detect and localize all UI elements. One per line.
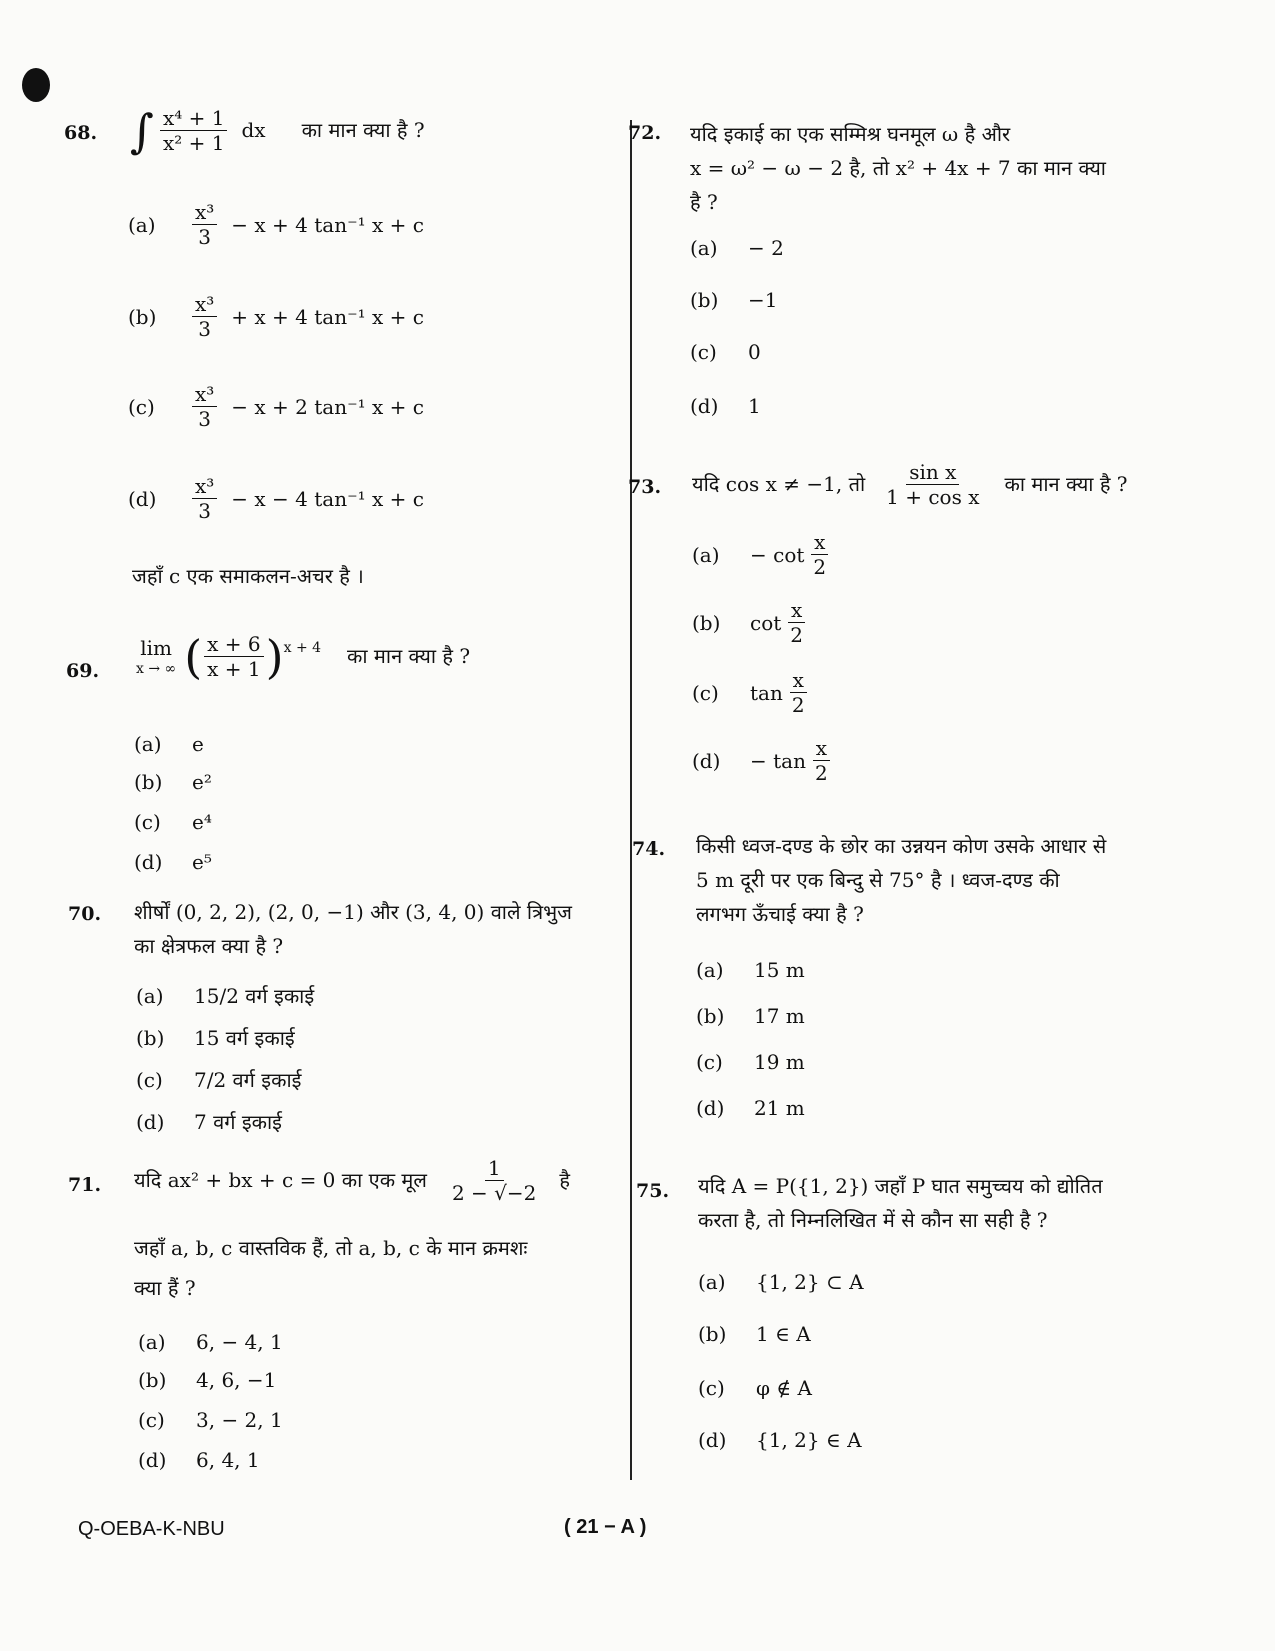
question-75-line1: यदि A = P({1, 2}) जहाँ P घात समुच्चय को द्योतित [698, 1174, 1103, 1198]
question-number-68: 68. [64, 122, 98, 144]
question-72-line2: x = ω² − ω − 2 है, तो x² + 4x + 7 का मान क्या [690, 156, 1106, 180]
integral-symbol: ∫ [130, 103, 154, 158]
paper-code: Q-OEBA-K-NBU [78, 1518, 225, 1540]
question-70-line1: शीर्षों (0, 2, 2), (2, 0, −1) और (3, 4, 0) वाले त्रिभुज [134, 900, 573, 924]
dx-text: dx [241, 118, 266, 142]
option-70-b[interactable]: (b) 15 वर्ग इकाई [136, 1025, 295, 1050]
question-71-stem: यदि ax² + bx + c = 0 का एक मूल $\frac{1}{2 - √-2}$ है [134, 1156, 571, 1205]
root-fraction: $\frac{1}{2 - √-2}$ [451, 1156, 537, 1205]
limit-numerator: x + 6 [204, 632, 263, 657]
option-69-d[interactable]: (d) e⁵ [134, 850, 212, 874]
question-71-line2: जहाँ a, b, c वास्तविक हैं, तो a, b, c के मान क्रमशः [134, 1236, 528, 1260]
option-69-b[interactable]: (b) e² [134, 770, 212, 794]
integrand-fraction [160, 106, 228, 155]
question-73-prefix: यदि cos x ≠ −1, तो [692, 472, 866, 496]
option-73-d[interactable]: (d) − tan $\frac{x}{2}$ [692, 736, 837, 785]
question-71-prefix: यदि ax² + bx + c = 0 का एक मूल [134, 1168, 427, 1192]
question-75-line2: करता है, तो निम्नलिखित में से कौन सा सही है ? [698, 1208, 1048, 1232]
option-74-b[interactable]: (b) 17 m [696, 1004, 805, 1028]
option-68-d[interactable]: (d) $\frac{\text{x³}}{3}$ − x − 4 tan⁻¹ x + c [128, 474, 424, 523]
question-74-line3: लगभग ऊँचाई क्या है ? [696, 902, 864, 926]
question-74-line1: किसी ध्वज-दण्ड के छोर का उन्नयन कोण उसके आधार से [696, 834, 1107, 858]
option-75-d[interactable]: (d) {1, 2} ∈ A [698, 1428, 862, 1452]
option-72-d[interactable]: (d) 1 [690, 394, 761, 418]
question-71-line3: क्या हैं ? [134, 1276, 196, 1300]
question-number-73: 73. [628, 476, 662, 498]
option-69-a[interactable]: (a) e [134, 732, 204, 756]
option-68-a[interactable]: (a) $\frac{\text{x³}}{3}$ − x + 4 tan⁻¹ x + c [128, 200, 424, 249]
option-71-d[interactable]: (d) 6, 4, 1 [138, 1448, 260, 1472]
limit-expression: lim x → ∞ [136, 635, 177, 677]
question-number-70: 70. [68, 903, 102, 925]
option-71-a[interactable]: (a) 6, − 4, 1 [138, 1330, 283, 1354]
question-68-suffix: का मान क्या है ? [301, 118, 425, 142]
option-71-b[interactable]: (b) 4, 6, −1 [138, 1368, 277, 1392]
option-68-c[interactable]: (c) $\frac{\text{x³}}{3}$ − x + 2 tan⁻¹ x + c [128, 382, 424, 431]
question-68-note: जहाँ c एक समाकलन-अचर है । [132, 564, 364, 588]
option-73-a[interactable]: (a) − cot $\frac{x}{2}$ [692, 530, 835, 579]
limit-denominator: x + 1 [207, 657, 261, 681]
question-68-stem [130, 103, 425, 158]
question-69-suffix: का मान क्या है ? [347, 644, 471, 668]
option-70-a[interactable]: (a) 15/2 वर्ग इकाई [136, 983, 315, 1008]
punch-hole-mark [22, 68, 50, 102]
option-73-b[interactable]: (b) cot $\frac{x}{2}$ [692, 598, 812, 647]
question-number-75: 75. [636, 1180, 670, 1202]
question-70-line2: का क्षेत्रफल क्या है ? [134, 934, 284, 958]
question-72-line3: है ? [690, 190, 718, 214]
option-72-b[interactable]: (b) −1 [690, 288, 778, 312]
option-69-c[interactable]: (c) e⁴ [134, 810, 212, 834]
question-73-stem [692, 460, 1128, 509]
question-73-suffix: का मान क्या है ? [1004, 472, 1128, 496]
question-number-69: 69. [66, 660, 100, 682]
question-69-stem: lim x → ∞ ( $\frac{x + 6}{x + 1}$ ) x + 4 का मान क्या है ? [136, 629, 471, 684]
question-number-72: 72. [628, 122, 662, 144]
option-70-d[interactable]: (d) 7 वर्ग इकाई [136, 1109, 282, 1134]
question-72-line1: यदि इकाई का एक सम्मिश्र घनमूल ω है और [690, 122, 1011, 146]
integrand-denominator: x² + 1 [162, 131, 225, 155]
trig-fraction: $\frac{\text{sin x}}{\text{1 + cos x}}$ [886, 460, 980, 509]
option-68-b[interactable]: (b) $\frac{\text{x³}}{3}$ + x + 4 tan⁻¹ x + c [128, 292, 424, 341]
question-number-71: 71. [68, 1174, 102, 1196]
limit-power: x + 4 [283, 640, 322, 656]
option-75-a[interactable]: (a) {1, 2} ⊂ A [698, 1270, 864, 1294]
column-divider [630, 120, 632, 1480]
option-74-a[interactable]: (a) 15 m [696, 958, 805, 982]
option-72-c[interactable]: (c) 0 [690, 340, 761, 364]
question-number-74: 74. [632, 838, 666, 860]
option-74-c[interactable]: (c) 19 m [696, 1050, 805, 1074]
question-74-line2: 5 m दूरी पर एक बिन्दु से 75° है । ध्वज-दण्ड की [696, 868, 1060, 892]
page-number: ( 21 − A ) [564, 1516, 647, 1538]
option-70-c[interactable]: (c) 7/2 वर्ग इकाई [136, 1067, 302, 1092]
option-75-b[interactable]: (b) 1 ∈ A [698, 1322, 811, 1346]
option-71-c[interactable]: (c) 3, − 2, 1 [138, 1408, 283, 1432]
integrand-numerator: x⁴ + 1 [160, 106, 228, 131]
option-75-c[interactable]: (c) φ ∉ A [698, 1376, 812, 1400]
option-74-d[interactable]: (d) 21 m [696, 1096, 805, 1120]
option-73-c[interactable]: (c) tan $\frac{x}{2}$ [692, 668, 814, 717]
option-72-a[interactable]: (a) − 2 [690, 236, 784, 260]
